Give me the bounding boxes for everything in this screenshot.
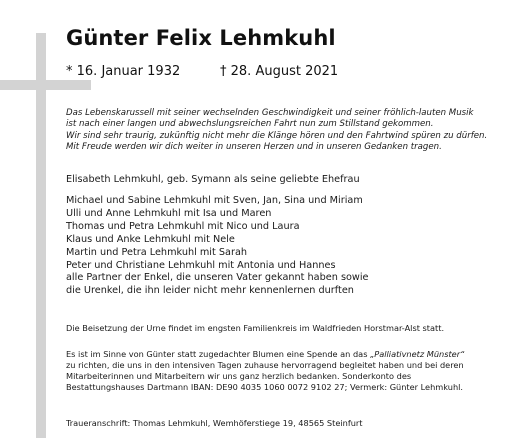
family-member-line: Michael und Sabine Lehmkuhl mit Sven, Jan, Sina und Miriam — [66, 195, 363, 206]
birth-date: * 16. Januar 1932 — [66, 64, 181, 79]
family-member-line: Ulli und Anne Lehmkuhl mit Isa und Maren — [66, 207, 272, 219]
memorial-poem — [66, 108, 487, 153]
donation-line: Bestattungshauses Dartmann IBAN: DE90 4035 1060 0072 9102 27; Vermerk: Günter Lehmkuhl. — [66, 382, 464, 393]
donation-line: Mitarbeiterinnen und Mitarbeitern wir uns ganz herzlich bedanken. Sonderkonto des — [66, 371, 412, 382]
cross-icon-vertical — [36, 33, 46, 438]
spouse-line: Elisabeth Lehmkuhl, geb. Symann als seine geliebte Ehefrau — [66, 174, 360, 185]
family-member-line: Peter und Christiane Lehmkuhl mit Antonia und Hannes — [66, 259, 336, 271]
cross-icon-horizontal — [0, 80, 91, 90]
poem-line: Mit Freude werden wir dich weiter in unseren Herzen und in unseren Gedanken tragen. — [66, 141, 442, 152]
donation-notice — [66, 349, 464, 393]
mourning-address: Traueranschrift: Thomas Lehmkuhl, Wemhöferstiege 19, 48565 Steinfurt — [66, 418, 363, 428]
poem-line: Das Lebenskarussell mit seiner wechselnden Geschwindigkeit und seiner fröhlich-lauten Musik — [66, 108, 474, 118]
donation-text: Es ist im Sinne von Günter statt zugedachter Blumen eine Spende an das — [66, 349, 371, 359]
donation-line: zu richten, die uns in den intensiven Tagen zuhause hervorragend begleitet haben und bei deren — [66, 360, 464, 371]
deceased-name: Günter Felix Lehmkuhl — [66, 26, 336, 50]
donation-line — [66, 349, 464, 360]
family-member-line: Thomas und Petra Lehmkuhl mit Nico und Laura — [66, 220, 300, 232]
family-member-line: Klaus und Anke Lehmkuhl mit Nele — [66, 233, 235, 245]
family-member-line: Martin und Petra Lehmkuhl mit Sarah — [66, 246, 248, 258]
poem-line: ist nach einer langen und abwechslungsreichen Fahrt nun zum Stillstand gekommen. — [66, 119, 434, 130]
charity-name: „Palliativnetz Münster“ — [370, 349, 465, 359]
funeral-notice: Die Beisetzung der Urne findet im engsten Familienkreis im Waldfrieden Horstmar-Alst statt. — [66, 323, 445, 333]
family-member-line: alle Partner der Enkel, die unseren Vater gekannt haben sowie — [66, 272, 369, 284]
family-list — [66, 195, 369, 298]
death-date: † 28. August 2021 — [220, 64, 339, 79]
family-member-line: die Urenkel, die ihn leider nicht mehr kennenlernen durften — [66, 285, 354, 297]
poem-line: Wir sind sehr traurig, zukünftig nicht mehr die Klänge hören und den Fahrtwind spüren zu dürfen. — [66, 130, 488, 141]
